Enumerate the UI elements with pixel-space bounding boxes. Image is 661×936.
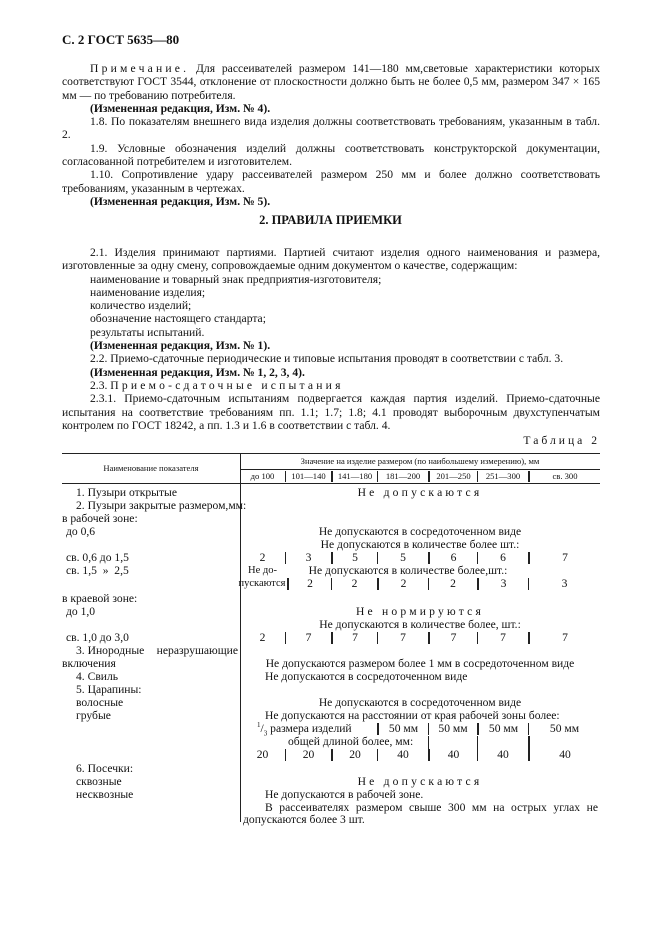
list-item: количество изделий; xyxy=(90,299,192,313)
cell: 6 xyxy=(477,552,528,564)
paragraph-2-1: 2.1. Изделия принимают партиями. Партией считают изделия одного наименования и размера, изготовленные за одну смену, сопровождаемые одним документом о качестве, содержащим: xyxy=(62,246,600,273)
row-note: общей длиной более, мм: xyxy=(288,735,414,748)
amendment-1: (Измененная редакция, Изм. № 1). xyxy=(90,339,271,353)
value-row xyxy=(287,578,600,590)
size-header: 101—140 xyxy=(285,471,331,482)
cell: 7 xyxy=(428,632,477,644)
cell: Не до- xyxy=(248,565,277,576)
row-label: волосные xyxy=(76,696,124,709)
note-text: Для рассеивателей размером 141—180 мм,световые характеристики которых соответствуют ГОСТ 3544, отклонение от плоскостности должно быть не более 0,5 мм, размером 347 × 165 мм — по требованию потребителя. xyxy=(62,62,600,102)
cell: 50 мм xyxy=(377,723,428,735)
cell: 7 xyxy=(285,632,331,644)
cell: 7 xyxy=(377,632,428,644)
cell: 2 xyxy=(331,578,377,590)
paragraph-1-8: 1.8. По показателям внешнего вида изделия должны соответствовать требованиям, указанным в табл. 2. xyxy=(62,115,600,142)
row-label: несквозные xyxy=(76,788,134,801)
cell: 2 xyxy=(377,578,428,590)
cell: 2 xyxy=(259,551,266,564)
list-item: результаты испытаний. xyxy=(90,325,205,339)
paragraph-2-2: 2.2. Приемо-сдаточные периодические и типовые испытания проводят в соответствии с табл. 3. xyxy=(90,352,564,366)
size-header: 141—180 xyxy=(331,471,377,482)
paragraph-1-10: 1.10. Сопротивление удару рассеивателей размером 250 мм и более должно соответствовать требованиям, указанным в чертежах. xyxy=(62,168,600,195)
row-value: Не допускаются в сосредоточенном виде xyxy=(318,696,522,709)
row-label: 2. Пузыри закрытые размером,мм: xyxy=(76,499,247,512)
cell: 6 xyxy=(428,552,477,564)
cell-divider xyxy=(528,736,530,749)
size-header: до 100 xyxy=(250,471,275,481)
row-label: до 0,6 xyxy=(66,525,96,538)
size-header: 201—250 xyxy=(428,471,477,482)
table-top-rule xyxy=(62,453,600,454)
amendment-5: (Измененная редакция, Изм. № 5). xyxy=(90,194,271,208)
row-value: Не допускаются в рабочей зоне. xyxy=(265,788,424,801)
paragraph-2-3-title: Приемо-сдаточные испытания xyxy=(110,378,344,392)
row-value: Не допускаются на расстоянии от края рабочей зоны более: xyxy=(265,709,560,722)
header-bottom-rule xyxy=(62,483,600,484)
paragraph-1-9: 1.9. Условные обозначения изделий должны соответствовать конструкторской документации, согласованной потребителем и изготовителем. xyxy=(62,141,600,169)
cell-divider xyxy=(477,736,478,749)
row-value: Не допускаются xyxy=(357,486,483,499)
row-value: Не допускаются в сосредоточенном виде xyxy=(318,525,522,538)
cell: 3 xyxy=(477,578,528,590)
row-label: сквозные xyxy=(76,775,122,788)
table-2 xyxy=(0,12,661,912)
size-headers xyxy=(240,471,600,482)
table-caption: Таблица 2 xyxy=(523,434,600,447)
row-label: св. 1,5 » 2,5 xyxy=(66,564,129,577)
row-label: 3. Инородные xyxy=(76,644,145,657)
list-item: наименование и товарный знак предприятия-изготовителя; xyxy=(90,272,382,286)
note-label: Примечание. xyxy=(90,62,190,75)
fraction-denominator: 3 xyxy=(263,729,268,738)
paragraph-number: 2.3. xyxy=(90,378,108,392)
cell: 40 xyxy=(428,749,477,761)
size-header: 181—200 xyxy=(377,471,428,482)
cell: 2 xyxy=(287,578,331,590)
cell: 7 xyxy=(331,632,377,644)
size-header: св. 300 xyxy=(528,471,600,482)
row-label: неразрушающие xyxy=(156,644,238,657)
row-label: св. 0,6 до 1,5 xyxy=(66,551,129,564)
row-value: Не допускаются размером более 1 мм в сосредоточенном виде xyxy=(265,657,575,670)
page-header: С. 2 ГОСТ 5635—80 xyxy=(62,32,180,47)
header-rule xyxy=(240,469,600,470)
cell: 5 xyxy=(377,552,428,564)
amendment-1234: (Измененная редакция, Изм. № 1, 2, 3, 4). xyxy=(90,365,305,379)
cell: размера изделий xyxy=(270,722,352,735)
cell: 50 мм xyxy=(428,723,477,735)
row-note: Не допускаются в количестве более шт.: xyxy=(320,538,520,551)
row-label: до 1,0 xyxy=(66,605,96,618)
row-note: Не допускаются в количестве более,шт.: xyxy=(308,564,508,577)
paragraph-2-3-1: 2.3.1. Приемо-сдаточным испытаниям подвергается каждая партия изделий. Приемо-сдаточные испытания на соответствие требованиям пп. 1.1; 1.7; 1.8; 4.1 проводят выборочным двухступенчатым контролем по ГОСТ 18242, а пп. 1.3 и 1.6 в соответствии с табл. 4. xyxy=(62,392,600,432)
value-row xyxy=(240,749,600,761)
col-name-header: Наименование показателя xyxy=(103,463,199,473)
cell: 40 xyxy=(477,749,528,761)
cell: 2 xyxy=(259,631,266,644)
value-row xyxy=(377,723,600,735)
cell: 2 xyxy=(428,578,477,590)
cell: 50 мм xyxy=(477,723,528,735)
row-label: 6. Посечки: xyxy=(76,762,134,775)
row-value: Не допускаются в сосредоточенном виде xyxy=(265,670,468,683)
section-2-title: 2. ПРАВИЛА ПРИЕМКИ xyxy=(259,213,402,227)
amendment-4: (Измененная редакция, Изм. № 4). xyxy=(90,101,271,115)
size-header: 251—300 xyxy=(477,471,528,482)
cell: 7 xyxy=(528,632,600,644)
cell: 7 xyxy=(477,632,528,644)
cell: 50 мм xyxy=(528,723,600,735)
row-note: В рассеивателях размером свыше 300 мм на острых углах не допускаются более 3 шт. xyxy=(243,801,598,826)
one-third-label: $^1/_3$ размера изделий xyxy=(257,721,352,738)
row-label: включения xyxy=(62,657,116,670)
row-label: 1. Пузыри открытые xyxy=(76,486,177,499)
row-label: в рабочей зоне: xyxy=(62,512,138,525)
col-group-header: Значение на изделие размером (по наибольшему измерению), мм xyxy=(300,456,540,466)
row-note: Не допускаются в количестве более, шт.: xyxy=(319,618,521,631)
row-label: в краевой зоне: xyxy=(62,592,138,605)
cell: пускаются xyxy=(238,578,286,589)
row-label: 4. Свиль xyxy=(76,670,119,683)
cell: 3 xyxy=(528,578,600,590)
cell: 20 xyxy=(285,749,331,761)
cell-divider xyxy=(428,736,429,749)
value-row xyxy=(240,632,600,644)
list-item: наименование изделия; xyxy=(90,285,206,299)
row-label: св. 1,0 до 3,0 xyxy=(66,631,129,644)
cell: 5 xyxy=(331,552,377,564)
fraction-numerator: 1 xyxy=(257,721,261,730)
row-value: Не нормируются xyxy=(355,605,485,618)
list-item: обозначение настоящего стандарта; xyxy=(90,312,266,326)
cell: 7 xyxy=(528,552,600,564)
cell: 20 xyxy=(256,748,269,761)
value-row xyxy=(240,552,600,564)
row-value: Не допускаются xyxy=(357,775,483,788)
cell: 40 xyxy=(377,749,428,761)
row-label: грубые xyxy=(76,709,111,722)
cell: 20 xyxy=(331,749,377,761)
cell: 40 xyxy=(528,749,600,761)
row-label: 5. Царапины: xyxy=(76,683,142,696)
cell: 3 xyxy=(285,552,331,564)
